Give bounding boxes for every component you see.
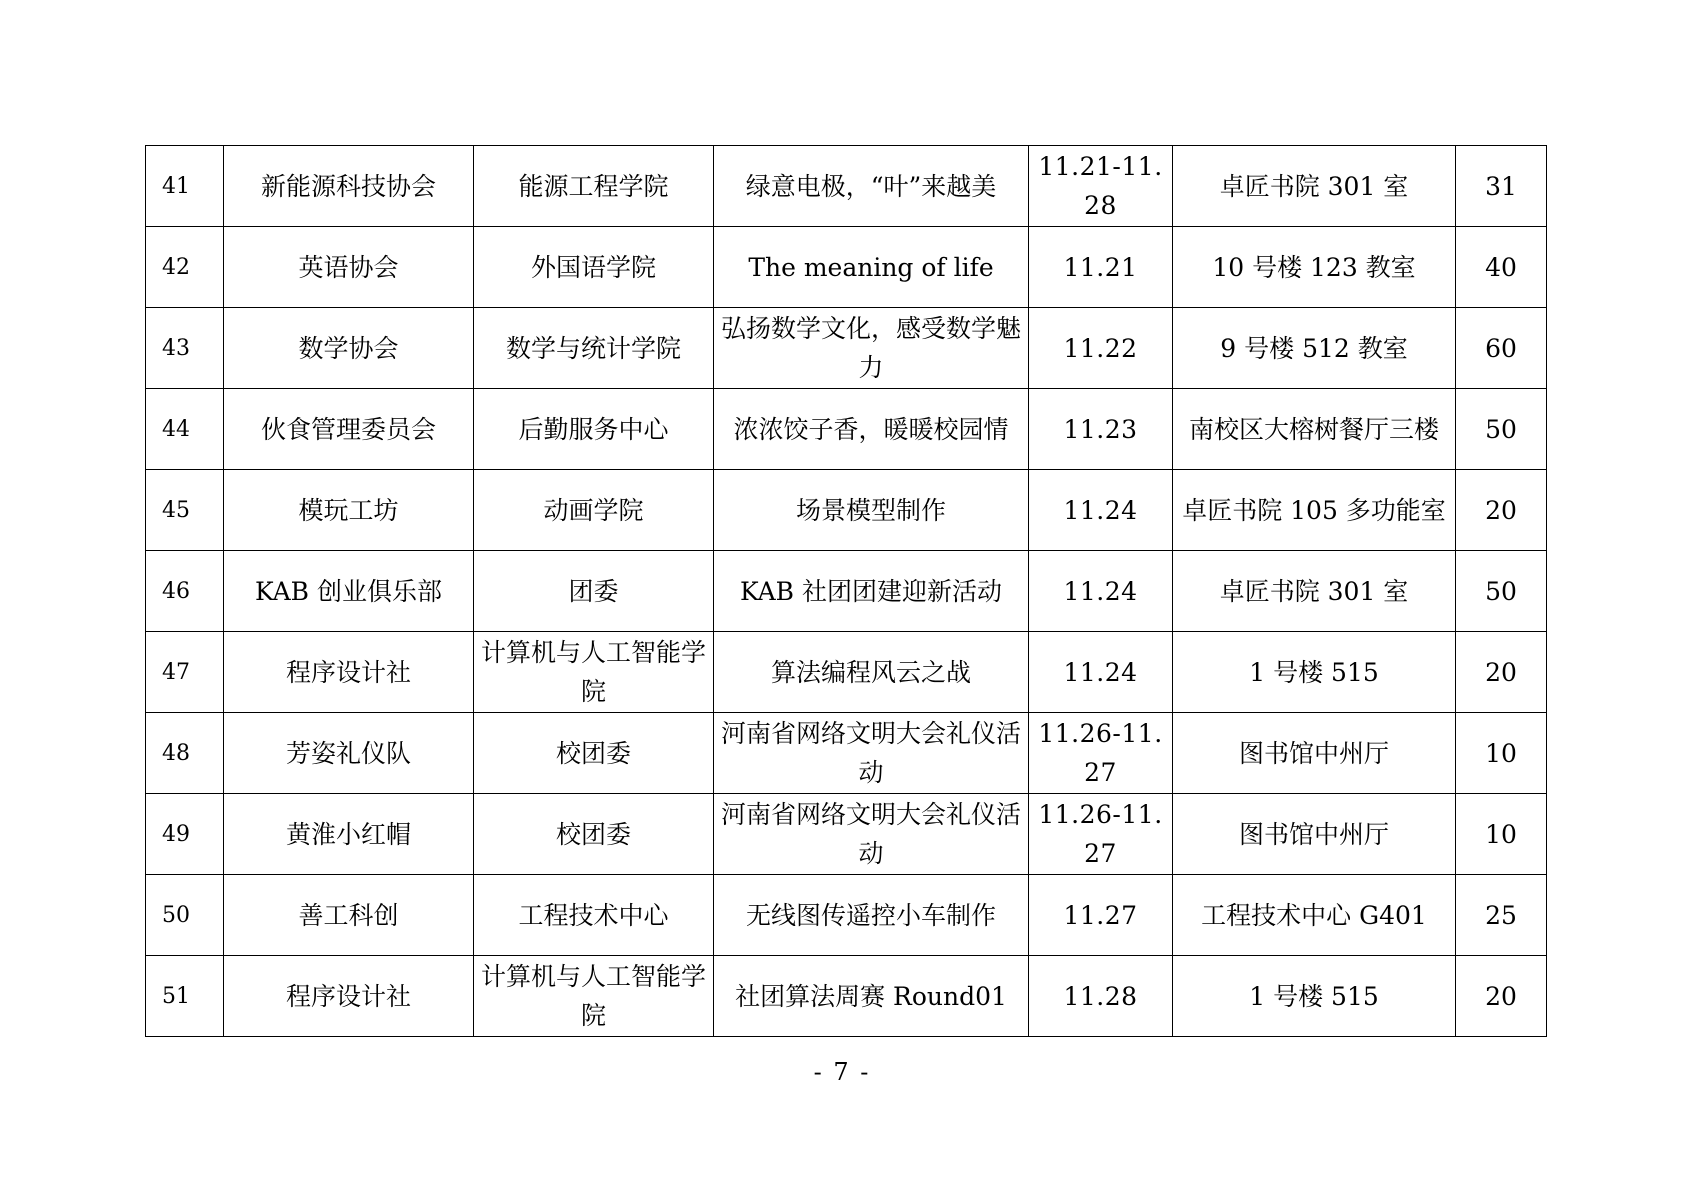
participant-count: 20: [1456, 470, 1547, 551]
activity-name: 河南省网络文明大会礼仪活动: [714, 713, 1029, 794]
club-name: 新能源科技协会: [224, 146, 474, 227]
club-name: 模玩工坊: [224, 470, 474, 551]
activity-name: 算法编程风云之战: [714, 632, 1029, 713]
activity-date: 11.22: [1029, 308, 1173, 389]
activity-schedule-table: [145, 145, 1547, 1037]
college-name: 后勤服务中心: [474, 389, 714, 470]
table-row: [146, 470, 1547, 551]
club-name: 芳姿礼仪队: [224, 713, 474, 794]
participant-count: 25: [1456, 875, 1547, 956]
table-row: [146, 146, 1547, 227]
activity-location: 图书馆中州厅: [1173, 794, 1456, 875]
activity-date: 11.24: [1029, 632, 1173, 713]
table-row: [146, 551, 1547, 632]
activity-name: 社团算法周赛 Round01: [714, 956, 1029, 1037]
participant-count: 20: [1456, 956, 1547, 1037]
activity-location: 工程技术中心 G401: [1173, 875, 1456, 956]
activity-name: KAB 社团团建迎新活动: [714, 551, 1029, 632]
activity-location: 南校区大榕树餐厅三楼: [1173, 389, 1456, 470]
club-name: 程序设计社: [224, 956, 474, 1037]
activity-date: 11.24: [1029, 470, 1173, 551]
club-name: 程序设计社: [224, 632, 474, 713]
table-row: [146, 713, 1547, 794]
table-body: [146, 146, 1547, 1037]
activity-name: 弘扬数学文化，感受数学魅力: [714, 308, 1029, 389]
activity-date: 11.21: [1029, 227, 1173, 308]
activity-date: 11.24: [1029, 551, 1173, 632]
page-number: - 7 -: [813, 1058, 871, 1086]
activity-date: 11.26-11.27: [1029, 794, 1173, 875]
participant-count: 20: [1456, 632, 1547, 713]
table-row: [146, 956, 1547, 1037]
participant-count: 31: [1456, 146, 1547, 227]
activity-name: The meaning of life: [714, 227, 1029, 308]
activity-location: 10 号楼 123 教室: [1173, 227, 1456, 308]
participant-count: 50: [1456, 551, 1547, 632]
participant-count: 50: [1456, 389, 1547, 470]
row-number: 42: [146, 227, 224, 308]
activity-name: 无线图传遥控小车制作: [714, 875, 1029, 956]
activity-date: 11.23: [1029, 389, 1173, 470]
activity-date: 11.26-11.27: [1029, 713, 1173, 794]
row-number: 44: [146, 389, 224, 470]
college-name: 外国语学院: [474, 227, 714, 308]
college-name: 动画学院: [474, 470, 714, 551]
activity-date: 11.27: [1029, 875, 1173, 956]
college-name: 能源工程学院: [474, 146, 714, 227]
row-number: 49: [146, 794, 224, 875]
activity-name: 绿意电极，“叶”来越美: [714, 146, 1029, 227]
row-number: 47: [146, 632, 224, 713]
table-row: [146, 794, 1547, 875]
college-name: 工程技术中心: [474, 875, 714, 956]
row-number: 48: [146, 713, 224, 794]
row-number: 43: [146, 308, 224, 389]
activity-location: 1 号楼 515: [1173, 956, 1456, 1037]
row-number: 45: [146, 470, 224, 551]
table-row: [146, 308, 1547, 389]
college-name: 校团委: [474, 794, 714, 875]
college-name: 数学与统计学院: [474, 308, 714, 389]
college-name: 计算机与人工智能学院: [474, 956, 714, 1037]
participant-count: 60: [1456, 308, 1547, 389]
activity-location: 卓匠书院 301 室: [1173, 146, 1456, 227]
club-name: 数学协会: [224, 308, 474, 389]
activity-name: 河南省网络文明大会礼仪活动: [714, 794, 1029, 875]
row-number: 46: [146, 551, 224, 632]
college-name: 计算机与人工智能学院: [474, 632, 714, 713]
activity-location: 图书馆中州厅: [1173, 713, 1456, 794]
activity-location: 9 号楼 512 教室: [1173, 308, 1456, 389]
club-name: 黄淮小红帽: [224, 794, 474, 875]
college-name: 校团委: [474, 713, 714, 794]
table-row: [146, 227, 1547, 308]
activity-date: 11.28: [1029, 956, 1173, 1037]
table-row: [146, 632, 1547, 713]
college-name: 团委: [474, 551, 714, 632]
activity-location: 卓匠书院 105 多功能室: [1173, 470, 1456, 551]
club-name: 伙食管理委员会: [224, 389, 474, 470]
participant-count: 10: [1456, 713, 1547, 794]
participant-count: 40: [1456, 227, 1547, 308]
row-number: 41: [146, 146, 224, 227]
activity-name: 浓浓饺子香，暖暖校园情: [714, 389, 1029, 470]
activity-location: 1 号楼 515: [1173, 632, 1456, 713]
club-name: 善工科创: [224, 875, 474, 956]
club-name: 英语协会: [224, 227, 474, 308]
activity-date: 11.21-11.28: [1029, 146, 1173, 227]
table-row: [146, 875, 1547, 956]
row-number: 50: [146, 875, 224, 956]
club-name: KAB 创业俱乐部: [224, 551, 474, 632]
activity-location: 卓匠书院 301 室: [1173, 551, 1456, 632]
participant-count: 10: [1456, 794, 1547, 875]
activity-name: 场景模型制作: [714, 470, 1029, 551]
row-number: 51: [146, 956, 224, 1037]
table-row: [146, 389, 1547, 470]
